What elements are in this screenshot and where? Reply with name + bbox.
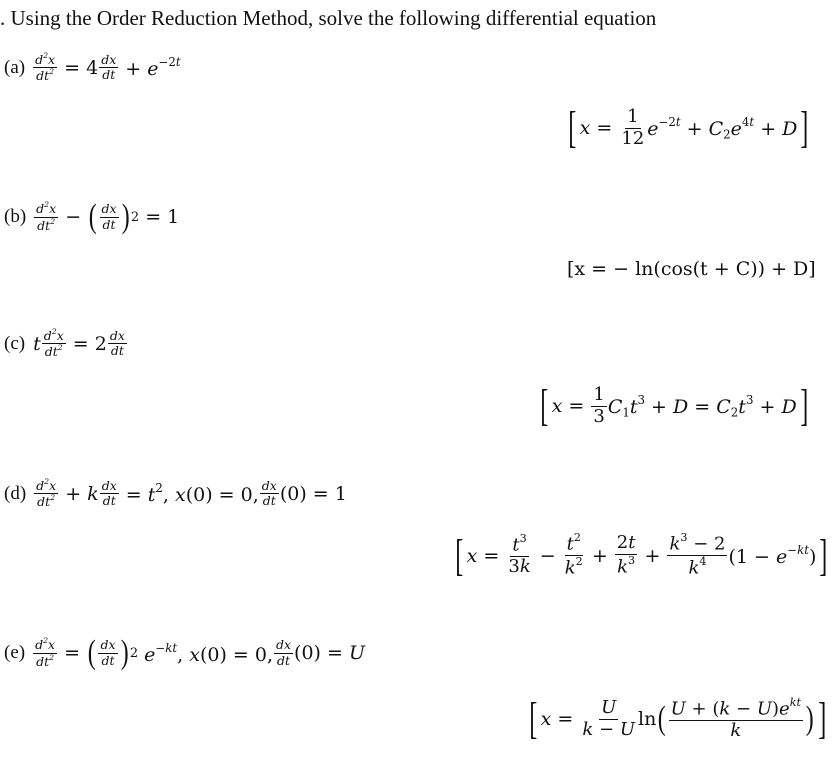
problem-c-answer: [ x = $\frac{1}{3}$ $C_1t^3 + D = C_2t^3 + D$ ] <box>540 381 809 430</box>
problem-e-equation: (e) $\frac{d^2x}{dt^2}$ = ( $\frac{dx}{dt}$ ) 2 $e^{-kt}$, x(0) = 0, $\frac{dx}{dt}$ (0) = U <box>4 634 365 671</box>
problem-d-equation: (d) $\frac{d^2x}{dt^2}$ + k $\frac{dx}{dt}$ = $t^2$, x(0) = 0, $\frac{dx}{dt}$ (0) = 1 <box>4 477 347 509</box>
problem-c-equation: (c) t $\frac{d^2x}{dt^2}$ = 2 $\frac{dx}{dt}$ <box>4 327 125 359</box>
problem-b-equation: (b) $\frac{d^2x}{dt^2}$ − ( $\frac{dx}{dt}$ ) 2 = 1 <box>4 198 180 235</box>
problem-d-answer: [ x = $\frac{t^3}{3k}$ − $\frac{t^2}{k^2}$ + $\frac{2t}{k^3}$ + $\frac{k^3 - 2}{k^4}$ $(1 - e^{-kt})$ ] <box>455 530 828 580</box>
page-heading: . Using the Order Reduction Method, solve the following differential equation <box>0 6 657 30</box>
problem-a-answer: [ x = $\frac{1}{12}$ $e^{-2t} + C_2e^{4t} + D$ ] <box>568 103 809 152</box>
problem-c-label: (c) <box>4 332 26 354</box>
problem-e-label: (e) <box>4 642 26 663</box>
problem-a-label: (a) <box>4 56 26 78</box>
problem-e-answer: [ x = $\frac{U}{k - U}$ ln ( $\frac{U + (k - U)e^{kt}}{k}$ ) ] <box>529 694 827 744</box>
problem-b-label: (b) <box>4 206 27 227</box>
problem-a-equation: (a) $\frac{d^2x}{dt^2}$ = 4 $\frac{dx}{dt}$ + $e^{-2t}$ <box>4 51 181 83</box>
problem-d-label: (d) <box>4 482 27 504</box>
problem-b-answer: [x = − ln(cos(t + C)) + D] <box>567 258 816 280</box>
